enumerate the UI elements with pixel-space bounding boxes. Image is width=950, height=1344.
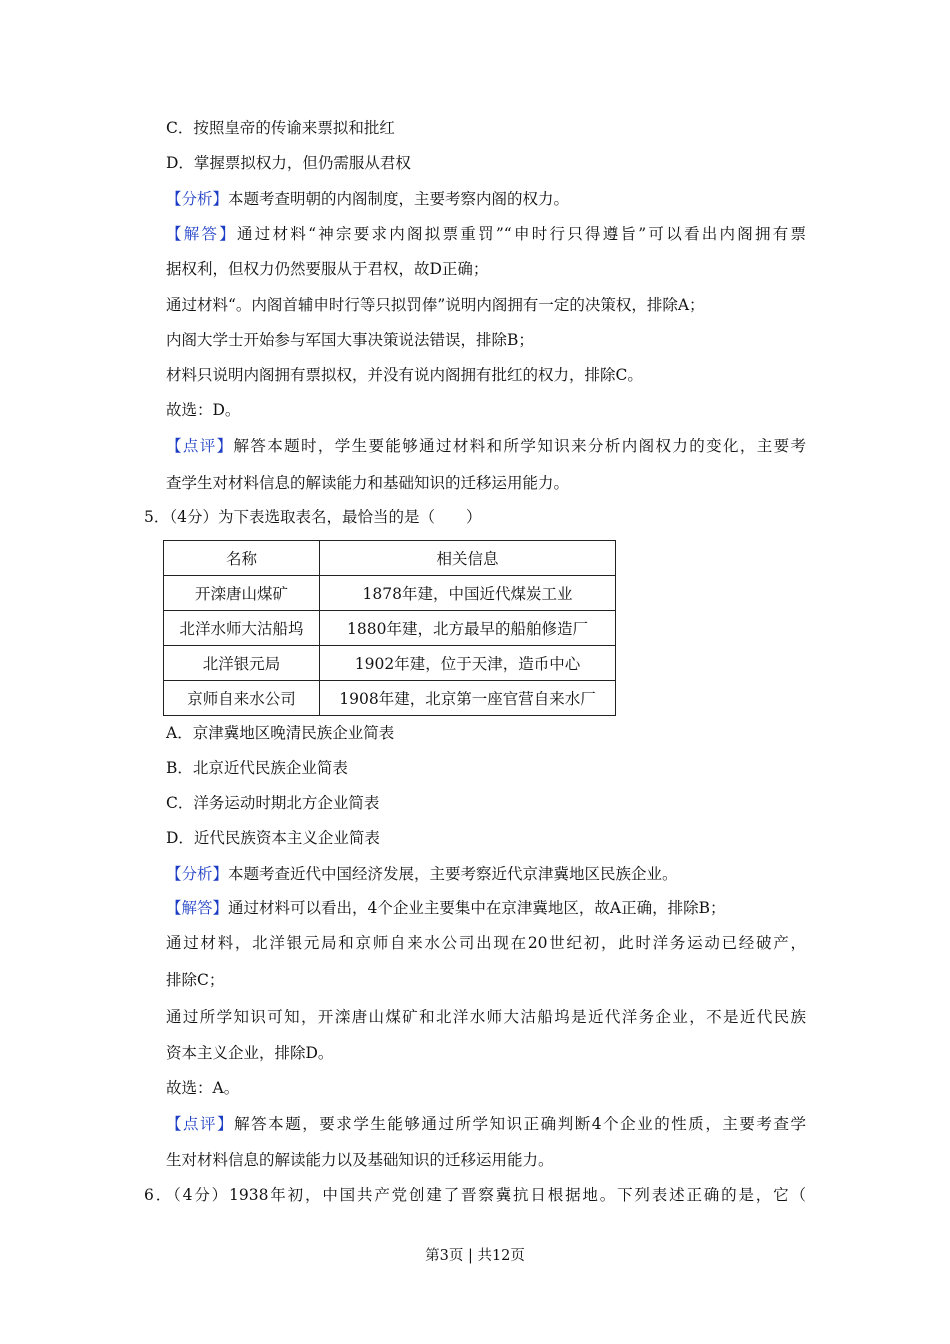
analysis-text: 本题考查明朝的内阁制度，主要考察内阁的权力。 [228,190,570,208]
q4-answer-line-5: 材料只说明内阁拥有票拟权，并没有说内阁拥有批红的权力，排除C。 [166,366,643,384]
q5-comment-line-2: 生对材料信息的解读能力以及基础知识的迁移运用能力。 [166,1151,554,1169]
analysis-tag: 【分析】 [166,190,229,208]
comment-text: 解答本题时，学生要能够通过材料和所学知识来分析内阁权力的变化，主要考 [233,437,806,455]
table-cell: 开滦唐山煤矿 [164,576,320,611]
q5-answer-line-6: 故选：A。 [166,1079,240,1097]
comment-text: 解答本题，要求学生能够通过所学知识正确判断4个企业的性质，主要考查学 [234,1115,806,1133]
q5-answer-line-4: 通过所学知识可知，开滦唐山煤矿和北洋水师大沽船坞是近代洋务企业，不是近代民族 [166,1008,806,1026]
table-cell: 1902年建，位于天津，造币中心 [320,646,616,681]
q4-option-c: C．按照皇帝的传谕来票拟和批红 [166,119,395,137]
q4-comment-line-1 [166,436,806,456]
q4-answer-line-4: 内阁大学士开始参与军国大事决策说法错误，排除B； [166,331,534,349]
q5-answer-line-5: 资本主义企业，排除D。 [166,1044,334,1062]
q5-answer-line-2: 通过材料，北洋银元局和京师自来水公司出现在20世纪初，此时洋务运动已经破产， [166,934,806,952]
answer-text: 通过材料“神宗要求内阁拟票重罚”“申时行只得遵旨”可以看出内阁拥有票 [237,225,806,243]
q4-option-d: D．掌握票拟权力，但仍需服从君权 [166,154,411,172]
q4-comment-line-2: 查学生对材料信息的解读能力和基础知识的迁移运用能力。 [166,474,570,492]
answer-tag: 【解答】 [166,899,229,917]
q5-comment-line-1 [166,1114,806,1134]
q5-option-a: A．京津冀地区晚清民族企业简表 [166,724,395,742]
q5-answer-line-3: 排除C； [166,971,225,989]
q5-table [163,540,616,716]
q4-answer-line-3: 通过材料“。内阁首辅申时行等只拟罚俸”说明内阁拥有一定的决策权，排除A； [166,296,705,314]
table-cell: 1880年建，北方最早的船舶修造厂 [320,611,616,646]
answer-text: 通过材料可以看出，4个企业主要集中在京津冀地区，故A正确，排除B； [228,899,726,917]
table-cell: 京师自来水公司 [164,681,320,716]
q5-stem: 5．（4分）为下表选取表名，最恰当的是（ ） [144,508,482,526]
analysis-tag: 【分析】 [166,865,229,883]
table-row [164,646,616,681]
q4-answer-line-1 [166,224,806,244]
q5-option-c: C．洋务运动时期北方企业简表 [166,794,380,812]
q5-analysis [166,864,678,884]
q5-option-b: B．北京近代民族企业简表 [166,759,348,777]
q4-answer-line-2: 据权利，但权力仍然要服从于君权，故D正确； [166,260,489,278]
q4-analysis [166,189,569,209]
page-footer: 第3页 | 共12页 [425,1248,525,1264]
analysis-text: 本题考查近代中国经济发展，主要考察近代京津冀地区民族企业。 [228,865,678,883]
q4-answer-line-6: 故选：D。 [166,401,241,419]
table-cell: 1878年建，中国近代煤炭工业 [320,576,616,611]
table-row [164,576,616,611]
answer-tag: 【解答】 [166,225,238,243]
q5-option-d: D．近代民族资本主义企业简表 [166,829,380,847]
table-header: 相关信息 [320,541,616,576]
comment-tag: 【点评】 [166,1115,235,1133]
table-cell: 北洋水师大沽船坞 [164,611,320,646]
table-header-row [164,541,616,576]
table-cell: 北洋银元局 [164,646,320,681]
table-header: 名称 [164,541,320,576]
table-row [164,611,616,646]
table-row [164,681,616,716]
q5-answer-line-1 [166,898,725,918]
table-cell: 1908年建，北京第一座官营自来水厂 [320,681,616,716]
q6-stem: 6．（4分）1938年初，中国共产党创建了晋察冀抗日根据地。下列表述正确的是，它（ [144,1186,806,1204]
comment-tag: 【点评】 [166,437,234,455]
